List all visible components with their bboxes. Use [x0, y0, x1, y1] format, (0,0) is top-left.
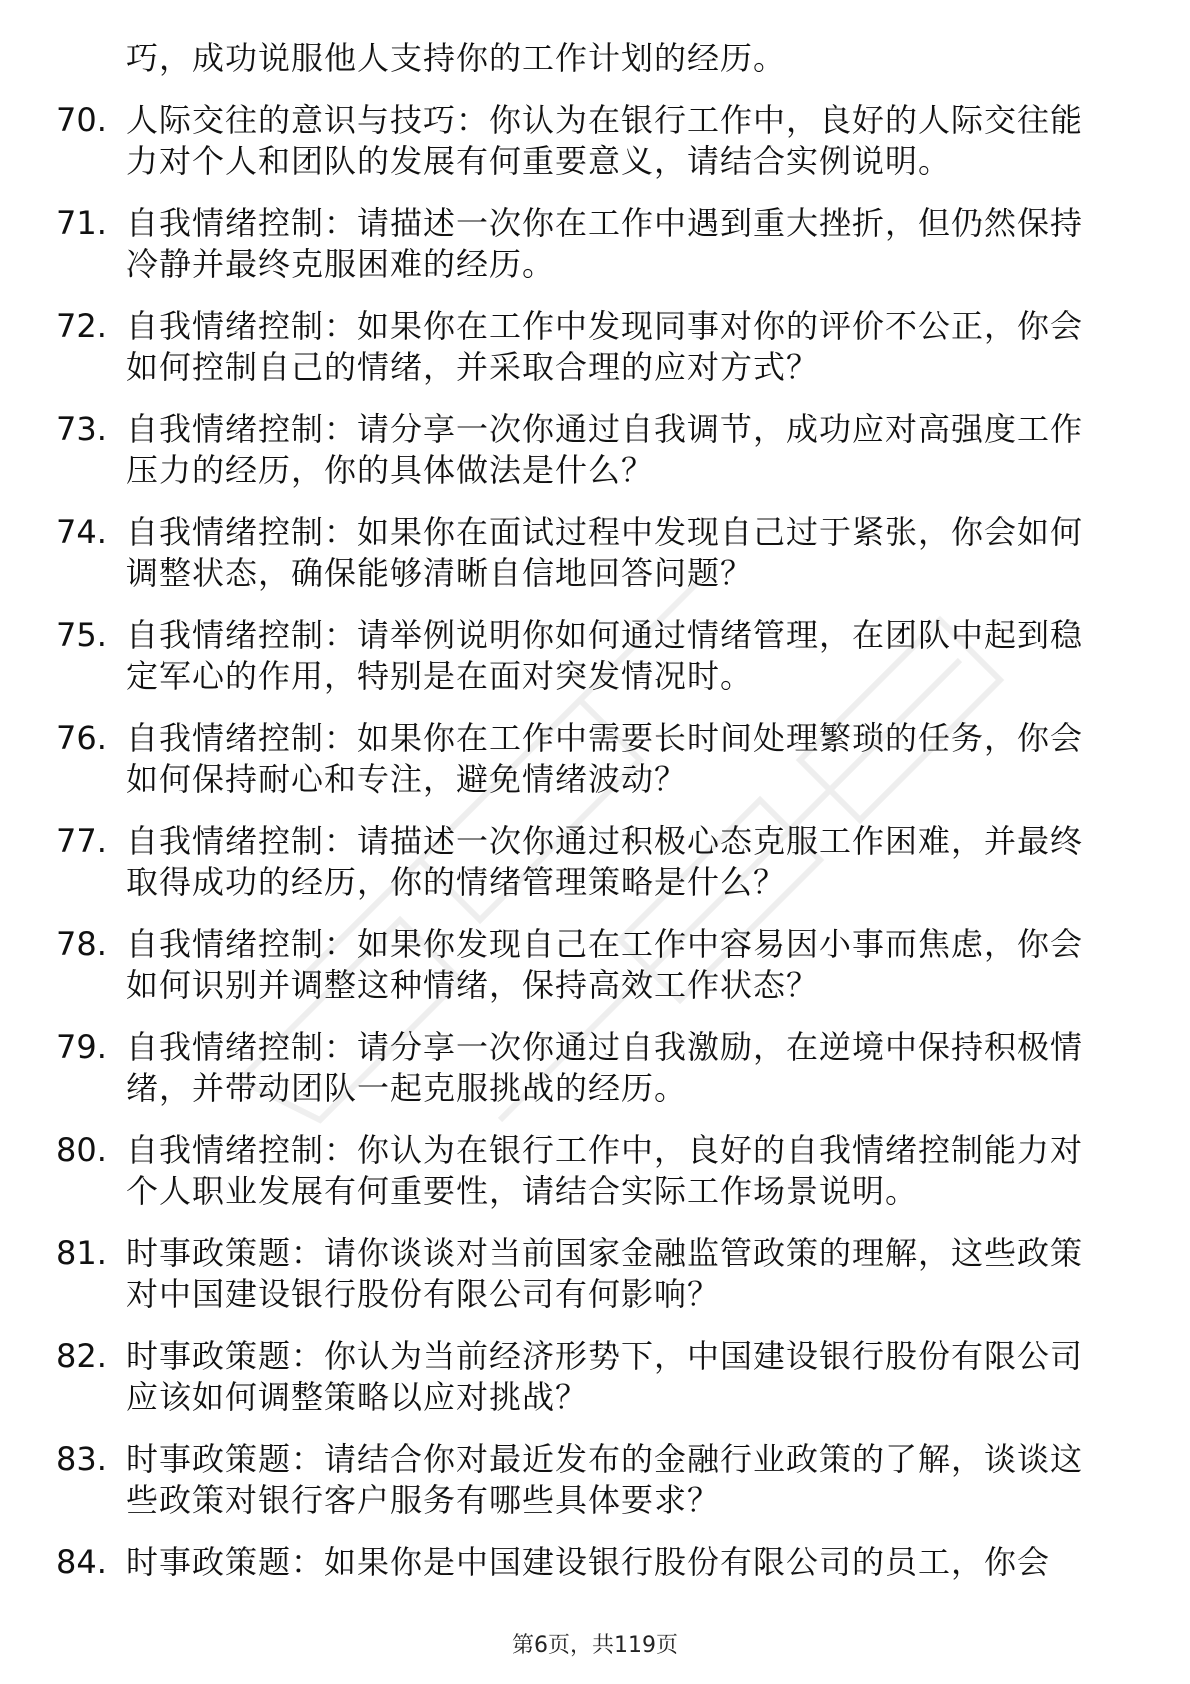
item-text: 时事政策题：请你谈谈对当前国家金融监管政策的理解，这些政策对中国建设银行股份有限公司有何影响？ [126, 1234, 1084, 1313]
list-item [0, 409, 1190, 491]
list-item [0, 1439, 1190, 1521]
list-item [0, 1542, 1190, 1583]
item-number: 74. [56, 513, 107, 551]
item-number: 84. [56, 1543, 107, 1581]
item-number: 83. [56, 1440, 107, 1478]
item-number: 78. [56, 925, 107, 963]
list-item [0, 615, 1190, 697]
list-item [0, 306, 1190, 388]
item-text: 时事政策题：请结合你对最近发布的金融行业政策的了解，谈谈这些政策对银行客户服务有哪些具体要求？ [126, 1440, 1084, 1519]
item-text: 自我情绪控制：请分享一次你通过自我激励，在逆境中保持积极情绪，并带动团队一起克服挑战的经历。 [126, 1028, 1084, 1107]
item-number: 76. [56, 719, 107, 757]
item-number: 72. [56, 307, 107, 345]
item-text: 人际交往的意识与技巧：你认为在银行工作中，良好的人际交往能力对个人和团队的发展有何重要意义，请结合实例说明。 [126, 101, 1084, 180]
page-footer: 第6页，共119页 [512, 1633, 678, 1658]
list-item [0, 512, 1190, 594]
item-text: 自我情绪控制：请举例说明你如何通过情绪管理，在团队中起到稳定军心的作用，特别是在面对突发情况时。 [126, 616, 1084, 695]
list-item [0, 203, 1190, 285]
item-number: 81. [56, 1234, 107, 1272]
item-text: 自我情绪控制：如果你在工作中需要长时间处理繁琐的任务，你会如何保持耐心和专注，避免情绪波动？ [126, 719, 1084, 798]
item-text: 自我情绪控制：请描述一次你通过积极心态克服工作困难，并最终取得成功的经历，你的情绪管理策略是什么？ [126, 822, 1084, 901]
list-item [0, 821, 1190, 903]
list-item [0, 1130, 1190, 1212]
item-text: 时事政策题：如果你是中国建设银行股份有限公司的员工，你会 [126, 1543, 1051, 1581]
item-text: 自我情绪控制：如果你在工作中发现同事对你的评价不公正，你会如何控制自己的情绪，并采取合理的应对方式？ [126, 307, 1084, 386]
item-text: 自我情绪控制：请分享一次你通过自我调节，成功应对高强度工作压力的经历，你的具体做法是什么？ [126, 410, 1084, 489]
item-number: 70. [56, 101, 107, 139]
item-text: 自我情绪控制：如果你发现自己在工作中容易因小事而焦虑，你会如何识别并调整这种情绪，保持高效工作状态？ [126, 925, 1084, 1004]
item-text: 自我情绪控制：你认为在银行工作中，良好的自我情绪控制能力对个人职业发展有何重要性，请结合实际工作场景说明。 [126, 1131, 1084, 1210]
item-text: 自我情绪控制：如果你在面试过程中发现自己过于紧张，你会如何调整状态，确保能够清晰自信地回答问题？ [126, 513, 1084, 592]
list-item [0, 718, 1190, 800]
item-text: 自我情绪控制：请描述一次你在工作中遇到重大挫折，但仍然保持冷静并最终克服困难的经历。 [126, 204, 1084, 283]
list-item [0, 1336, 1190, 1418]
item-number: 71. [56, 204, 107, 242]
item-number: 75. [56, 616, 107, 654]
list-item [0, 1027, 1190, 1109]
item-number: 77. [56, 822, 107, 860]
item-text: 时事政策题：你认为当前经济形势下，中国建设银行股份有限公司应该如何调整策略以应对挑战？ [126, 1337, 1084, 1416]
item-number: 82. [56, 1337, 107, 1375]
continuation-text: 巧，成功说服他人支持你的工作计划的经历。 [126, 39, 787, 77]
list-item [0, 924, 1190, 1006]
item-number: 80. [56, 1131, 107, 1169]
list-item [0, 100, 1190, 182]
item-number: 73. [56, 410, 107, 448]
item-number: 79. [56, 1028, 107, 1066]
question-list [0, 38, 1190, 1604]
list-item [0, 1233, 1190, 1315]
